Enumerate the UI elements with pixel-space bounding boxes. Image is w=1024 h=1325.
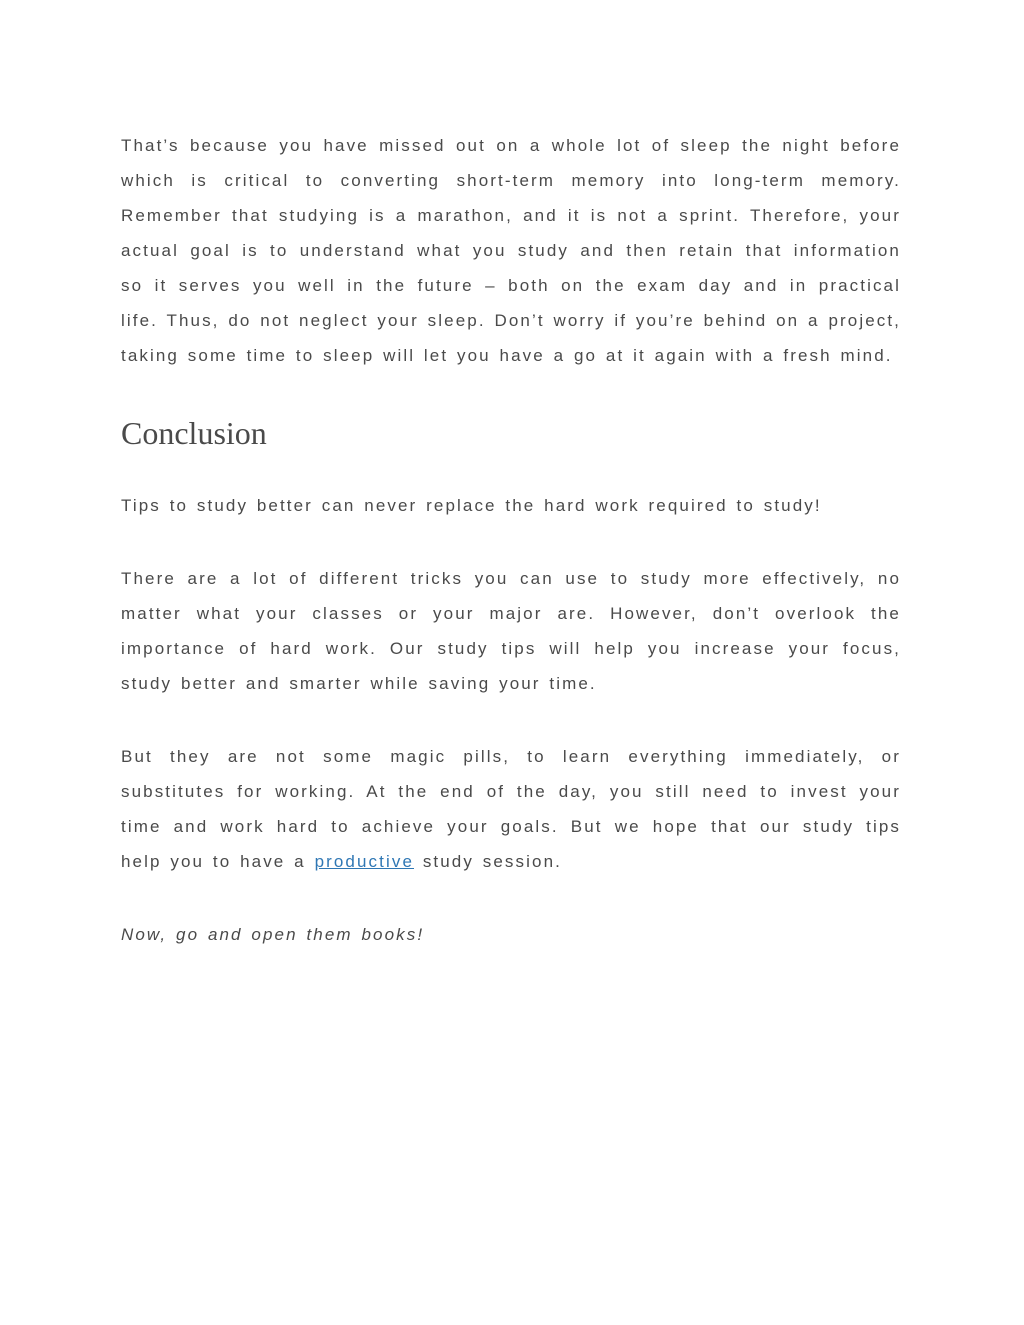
- magic-pills-text-start: But they are not some magic pills, to learn everything immediately, or substitutes for working. At the end of the day, you still need to invest your time and work hard to achieve your goals. But we hope that our study tips help you to have a: [121, 747, 901, 871]
- sleep-paragraph: That’s because you have missed out on a whole lot of sleep the night before which is critical to converting short-term memory into long-term memory. Remember that studying is a marathon, and it is not a sprint. Therefore, your actual goal is to understand what you study and then retain that information so it serves you well in the future – both on the exam day and in practical life. Thus, do not neglect your sleep. Don’t worry if you’re behind on a project, taking some time to sleep will let you have a go at it again with a fresh mind.: [121, 136, 901, 365]
- closing-line: Now, go and open them books!: [121, 925, 425, 944]
- tricks-paragraph: There are a lot of different tricks you can use to study more effectively, no matter what your classes or your major are. However, don’t overlook the importance of hard work. Our study tips will help you increase your focus, study better and smarter while saving your time.: [121, 569, 901, 693]
- productive-link[interactable]: productive: [314, 852, 414, 871]
- tips-paragraph: Tips to study better can never replace the hard work required to study!: [121, 496, 822, 515]
- article-body: [121, 128, 901, 952]
- magic-pills-paragraph: [121, 739, 901, 879]
- conclusion-heading: Conclusion: [121, 415, 267, 451]
- magic-pills-text-end: study session.: [414, 852, 562, 871]
